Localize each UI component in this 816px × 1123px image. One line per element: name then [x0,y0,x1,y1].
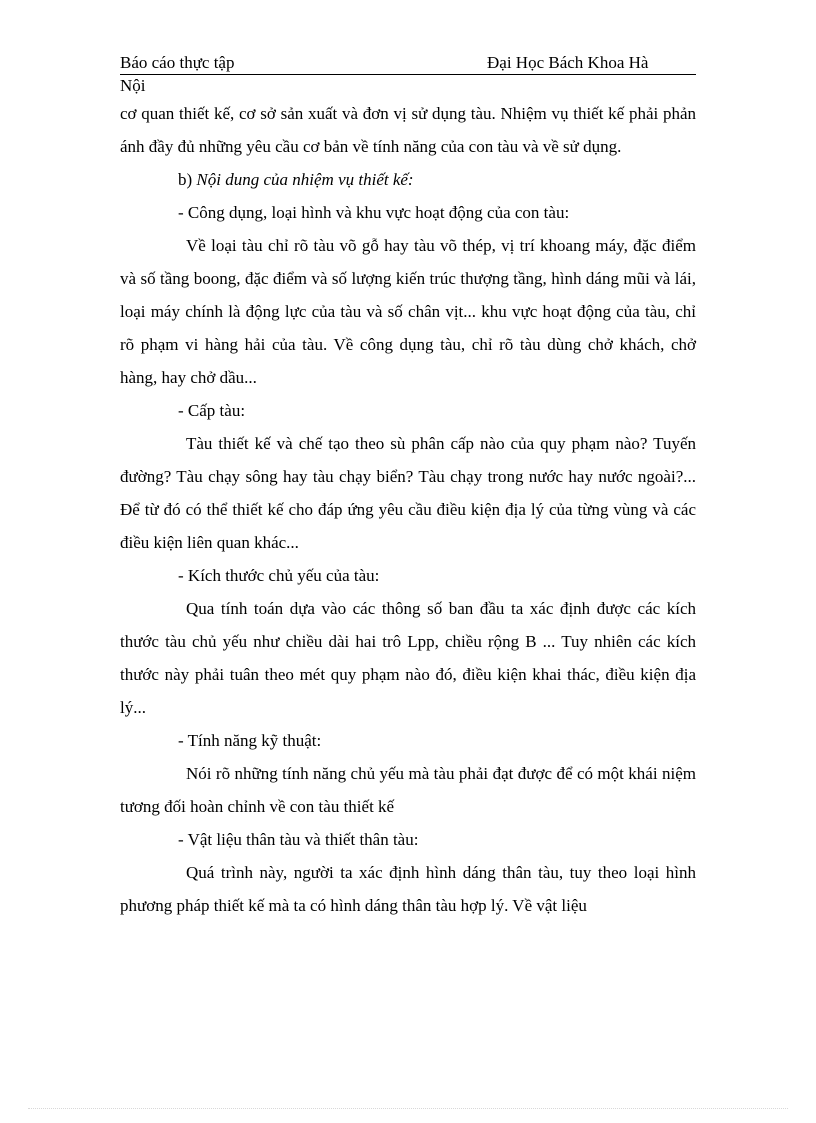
subsection-title: Nội dung của nhiệm vụ thiết kế: [196,170,414,189]
paragraph-hull: Quá trình này, người ta xác định hình dáng thân tàu, tuy theo loại hình phương pháp thiết kế mà ta có hình dáng thân tàu hợp lý. Về vật liệu [120,863,696,915]
paragraph-technical: Nói rõ những tính năng chủ yếu mà tàu phải đạt được để có một khái niệm tương đối hoàn chỉnh về con tàu thiết kế [120,764,696,816]
paragraph-purpose: Về loại tàu chỉ rõ tàu võ gỗ hay tàu võ thép, vị trí khoang máy, đặc điểm và số tầng boong, đặc điểm và số lượng kiến trúc thượng tầng, hình dáng mũi và lái, loại máy chính là động lực của tàu và số chân vịt... khu vực hoạt động của tàu, chỉ rõ phạm vi hàng hải của tàu. Về công dụng tàu, chỉ rõ tàu dùng chở khách, chở hàng, hay chở dầu... [120,236,696,387]
item-heading-hull: - Vật liệu thân tàu và thiết thân tàu: [178,830,419,849]
subsection-heading [120,163,696,196]
page-header [120,52,696,75]
subsection-label: b) [178,170,197,189]
item-heading-dimensions: - Kích thước chủ yếu của tàu: [178,566,380,585]
header-right-title-wrap: Nội [120,76,146,95]
paragraph-dimensions: Qua tính toán dựa vào các thông số ban đầu ta xác định được các kích thước tàu chủ yếu như chiều dài hai trô Lpp, chiều rộng B ... Tuy nhiên các kích thước này phải tuân theo mét quy phạm nào đó, điều kiện khai thác, điều kiện địa lý... [120,599,696,717]
item-heading-class: - Cấp tàu: [178,401,246,420]
item-heading-purpose: - Công dụng, loại hình và khu vực hoạt động của con tàu: [178,203,570,222]
paragraph-class: Tàu thiết kế và chế tạo theo sù phân cấp nào của quy phạm nào? Tuyến đường? Tàu chạy sông hay tàu chạy biển? Tàu chạy trong nước hay nước ngoài?... Để từ đó có thể thiết kế cho đáp ứng yêu cầu điều kiện địa lý của từng vùng và các điều kiện liên quan khác... [120,434,696,552]
document-body [120,97,696,922]
paragraph-continuation: cơ quan thiết kế, cơ sở sản xuất và đơn vị sử dụng tàu. Nhiệm vụ thiết kế phải phản ánh đầy đủ những yêu cầu cơ bản về tính năng của con tàu và về sử dụng. [120,104,696,156]
page-bottom-divider [28,1108,788,1109]
item-heading-technical: - Tính năng kỹ thuật: [178,731,322,750]
header-right-title: Đại Học Bách Khoa Hà [487,53,649,72]
header-left-title: Báo cáo thực tập [120,53,235,72]
